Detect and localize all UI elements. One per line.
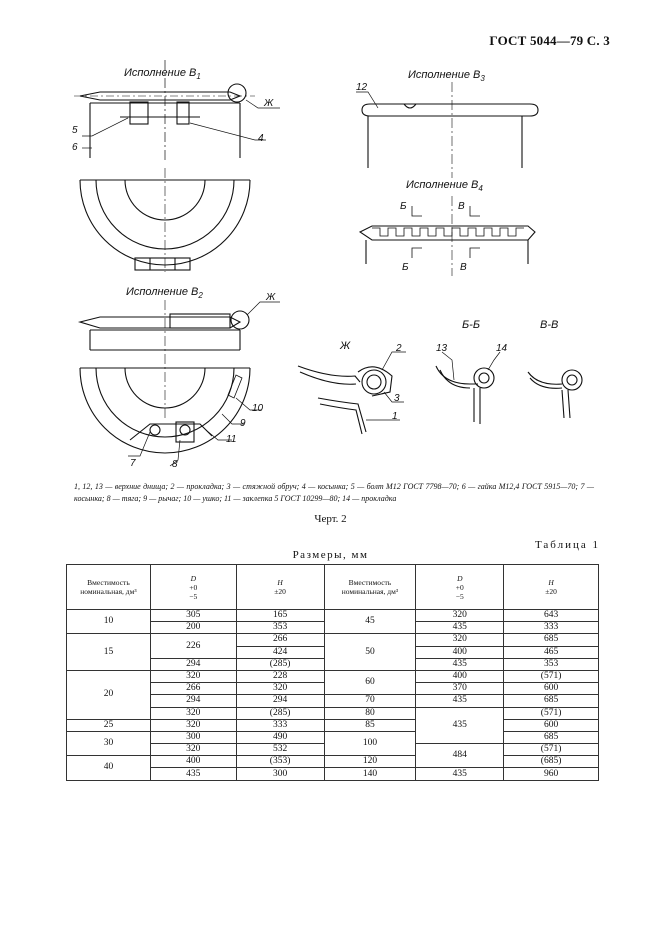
cell: 320 [416, 610, 504, 622]
cell: 300 [236, 768, 324, 780]
cell: 294 [150, 695, 236, 707]
view-v1 [72, 60, 280, 272]
cell: 320 [236, 683, 324, 695]
header-capacity-b: Вместимость номинальная, дм³ [324, 565, 416, 610]
figure-label: Черт. 2 [314, 513, 347, 525]
header-h-a: H ±20 [236, 565, 324, 610]
cell: 353 [504, 658, 599, 670]
callout-3: 3 [394, 393, 400, 404]
cell: (285) [236, 707, 324, 719]
callout-7: 7 [130, 458, 136, 469]
callout-8: 8 [172, 459, 178, 470]
cell: 320 [150, 744, 236, 756]
table-row [67, 670, 599, 682]
cell: 228 [236, 670, 324, 682]
cell: 465 [504, 646, 599, 658]
cell: 400 [416, 670, 504, 682]
cell: (353) [236, 756, 324, 768]
cell: 30 [67, 731, 151, 755]
cell: 484 [416, 744, 504, 768]
detail-zh-title: Ж [340, 340, 351, 352]
cell: 320 [416, 634, 504, 646]
cell: 532 [236, 744, 324, 756]
cell: 333 [504, 622, 599, 634]
cell: 960 [504, 768, 599, 780]
view-v1-title: Исполнение $В_1$ [124, 67, 201, 81]
cell: (571) [504, 744, 599, 756]
section-vv-title: В-В [540, 319, 559, 331]
cell: 643 [504, 610, 599, 622]
view-v2 [80, 286, 280, 470]
cell: 15 [67, 634, 151, 671]
cell: 370 [416, 683, 504, 695]
cell: 435 [416, 695, 504, 707]
cell: 353 [236, 622, 324, 634]
section-mark-v-bottom: В [460, 262, 467, 273]
cell: 400 [150, 756, 236, 768]
cell: 40 [67, 756, 151, 780]
table-row [67, 610, 599, 622]
cell: 226 [150, 634, 236, 658]
cell: 20 [67, 670, 151, 719]
cell: 435 [416, 622, 504, 634]
cell: 320 [150, 707, 236, 719]
cell: 120 [324, 756, 416, 768]
callout-zh-1: Ж [264, 98, 274, 109]
cell: 70 [324, 695, 416, 707]
cell: 333 [236, 719, 324, 731]
callout-10: 10 [252, 403, 264, 414]
header-d-b: D +0 −5 [416, 565, 504, 610]
cell: 435 [416, 707, 504, 744]
cell: 490 [236, 731, 324, 743]
header-capacity-a: Вместимость номинальная, дм³ [67, 565, 151, 610]
cell: 60 [324, 670, 416, 694]
section-mark-v-top: В [458, 201, 465, 212]
cell: 45 [324, 610, 416, 634]
callout-1: 1 [392, 411, 398, 422]
cell: 300 [150, 731, 236, 743]
cell: 435 [416, 658, 504, 670]
cell: 10 [67, 610, 151, 634]
dimensions-table [66, 564, 599, 781]
cell: 320 [150, 719, 236, 731]
section-vv [528, 319, 582, 418]
callout-9: 9 [240, 418, 246, 429]
cell: 320 [150, 670, 236, 682]
table-row [67, 719, 599, 731]
section-bb [436, 319, 508, 424]
detail-zh [298, 340, 406, 434]
cell: 85 [324, 719, 416, 731]
section-mark-b-bottom: Б [402, 262, 409, 273]
cell: 685 [504, 695, 599, 707]
cell: 400 [416, 646, 504, 658]
table-header-row [67, 565, 599, 610]
cell: 25 [67, 719, 151, 731]
callout-11: 11 [226, 434, 237, 445]
figure-caption: 1, 12, 13 — верхние днища; 2 — прокладка; 3 — стяжной обруч; 4 — косынка; 5 — болт М12 ГОСТ 7798—70; 6 — гайка М12,4 ГОСТ 5915—70; 7 — косынка; 8 — тяга; 9 — рычаг; 10 — ушко; 11 — заклепка 5 ГОСТ 10299—80; 14 — прокладка [74, 482, 594, 503]
table-row [67, 634, 599, 646]
view-v3-title: Исполнение $В_3$ [408, 69, 485, 83]
cell: (571) [504, 670, 599, 682]
cell: 424 [236, 646, 324, 658]
cell: 165 [236, 610, 324, 622]
callout-4: 4 [258, 133, 264, 144]
header-h-b: H ±20 [504, 565, 599, 610]
cell: (571) [504, 707, 599, 719]
view-v2-title: Исполнение $В_2$ [126, 286, 203, 300]
cell: 140 [324, 768, 416, 780]
header-d-a: D +0 −5 [150, 565, 236, 610]
cell: (285) [236, 658, 324, 670]
cell: 435 [150, 768, 236, 780]
callout-5: 5 [72, 125, 78, 136]
view-v3 [356, 69, 538, 178]
cell: 305 [150, 610, 236, 622]
cell: 294 [236, 695, 324, 707]
page-header: ГОСТ 5044—79 С. 3 [489, 33, 610, 48]
cell: 600 [504, 719, 599, 731]
cell: 80 [324, 707, 416, 719]
cell: 266 [236, 634, 324, 646]
cell: (685) [504, 756, 599, 768]
cell: 435 [416, 768, 504, 780]
cell: 685 [504, 634, 599, 646]
cell: 600 [504, 683, 599, 695]
callout-14: 14 [496, 343, 508, 354]
cell: 294 [150, 658, 236, 670]
cell: 100 [324, 731, 416, 755]
cell: 266 [150, 683, 236, 695]
cell: 200 [150, 622, 236, 634]
callout-13: 13 [436, 343, 448, 354]
cell: 685 [504, 731, 599, 743]
table-number: Таблица 1 [534, 539, 600, 551]
section-bb-title: Б-Б [462, 319, 480, 331]
table-title: Размеры, мм [292, 549, 369, 561]
section-mark-b-top: Б [400, 201, 407, 212]
view-v4-title: Исполнение $В_4$ [406, 179, 483, 193]
view-v4 [360, 179, 535, 276]
callout-zh-2: Ж [266, 292, 276, 303]
callout-2: 2 [396, 343, 402, 354]
callout-12: 12 [356, 82, 368, 93]
cell: 50 [324, 634, 416, 671]
callout-6: 6 [72, 142, 78, 153]
table-row [67, 756, 599, 768]
table-row [67, 731, 599, 743]
